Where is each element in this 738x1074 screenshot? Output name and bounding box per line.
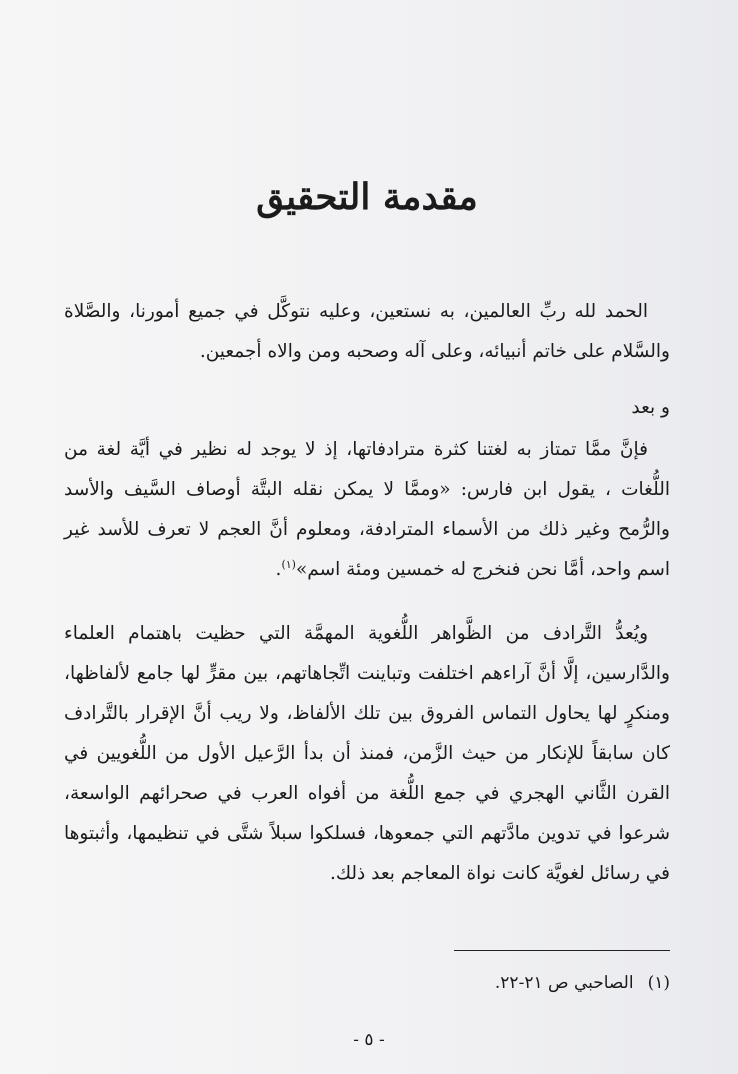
paragraph-opening: الحمد لله ربِّ العالمين، به نستعين، وعليه نتوكَّل في جميع أمورنا، والصَّلاة والسَّلام على خاتم أنبيائه، وعلى آله وصحبه ومن والاه أجمعين. xyxy=(64,301,670,362)
footnote-divider xyxy=(454,950,670,951)
footnote-reference: (١) xyxy=(281,557,296,571)
page-title: مقدمة التحقيق xyxy=(256,176,478,218)
paragraph-synonyms xyxy=(64,430,670,590)
paragraph-synonyms-end: . xyxy=(275,559,282,580)
paragraph-synonyms-text: فإنَّ ممَّا تمتاز به لغتنا كثرة مترادفاتها، إذ لا يوجد له نظير في أيَّة لغة من اللُّغات ، يقول ابن فارس: «وممَّا لا يمكن نقله البتَّة أوصاف السَّيف والأسد والرُّمح وغير ذلك من الأسماء المترادفة، ومعلوم أنَّ العجم لا تعرف للأسد غير اسم واحد، أمَّا نحن فنخرج له خمسين ومئة اسم» xyxy=(64,439,670,580)
paragraph-transition: و بعد xyxy=(631,397,670,418)
footnote-text: الصاحبي ص ٢١-٢٢. xyxy=(494,973,634,993)
footnote xyxy=(64,970,670,996)
paragraph-history: ويُعدُّ التَّرادف من الظَّواهر اللُّغوية المهمَّة التي حظيت باهتمام العلماء والدَّارسين، إلَّا أنَّ آراءهم اختلفت وتباينت اتِّجاهاتهم، بين مقرٍّ لها جامع لألفاظها، ومنكرٍ لها يحاول التماس الفروق بين تلك الألفاظ، ولا ريب أنَّ الإقرار بالتَّرادف كان سابقاً للإنكار من حيث الزَّمن، فمنذ أن بدأ الرَّعيل الأول من اللُّغويين في القرن الثَّاني الهجري في جمع اللُّغة من أفواه العرب في صحرائهم الواسعة، شرعوا في تدوين مادَّتهم التي جمعوها، فسلكوا سبلاً شتَّى في تنظيمها، وأثبتوها في رسائل لغويَّة كانت نواة المعاجم بعد ذلك. xyxy=(64,623,670,884)
footnote-number: (١) xyxy=(647,973,670,993)
page-number: - ٥ - xyxy=(353,1030,385,1050)
